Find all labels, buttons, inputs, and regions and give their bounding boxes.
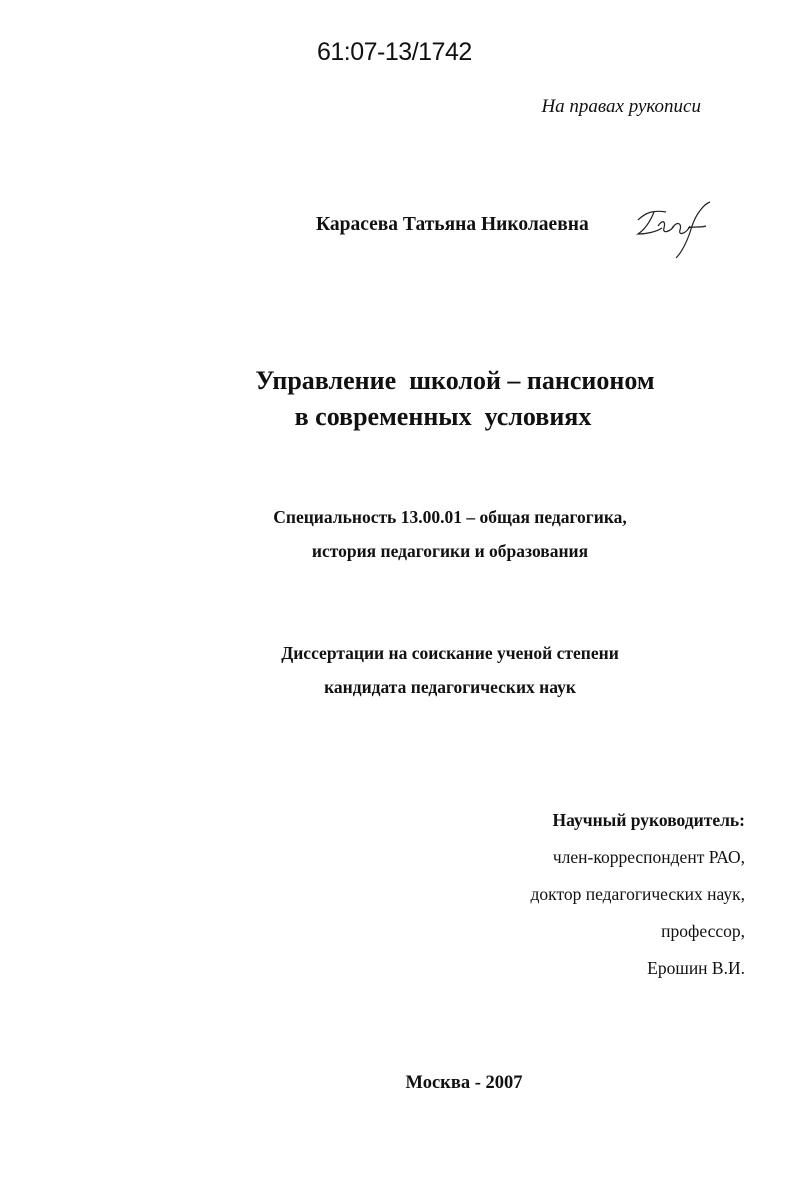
degree-line-1: Диссертации на соискание ученой степени: [281, 643, 619, 663]
specialty-line-2: история педагогики и образования: [311, 541, 589, 561]
supervisor-line: профессор,: [661, 921, 745, 941]
supervisor-line: член-корреспондент РАО,: [552, 847, 745, 867]
author-name: Карасева Татьяна Николаевна: [316, 214, 589, 235]
specialty-line-1: Специальность 13.00.01 – общая педагогика,: [273, 507, 627, 527]
title-line-2: в современных условиях: [294, 402, 592, 431]
handwritten-signature-icon: [632, 198, 712, 262]
title-line-1: Управление школой – пансионом: [255, 366, 655, 395]
supervisor-heading: Научный руководитель:: [552, 810, 745, 830]
supervisor-block: [380, 802, 745, 987]
degree-line-2: кандидата педагогических наук: [324, 677, 576, 697]
supervisor-line: доктор педагогических наук,: [530, 884, 745, 904]
catalog-number: 61:07-13/1742: [317, 38, 472, 66]
rights-note: На правах рукописи: [541, 96, 701, 117]
supervisor-line: Ерошин В.И.: [647, 958, 745, 978]
city-year: Москва - 2007: [405, 1073, 523, 1093]
degree-block: [150, 636, 750, 704]
dissertation-title: [150, 363, 760, 435]
specialty-block: [150, 500, 750, 568]
